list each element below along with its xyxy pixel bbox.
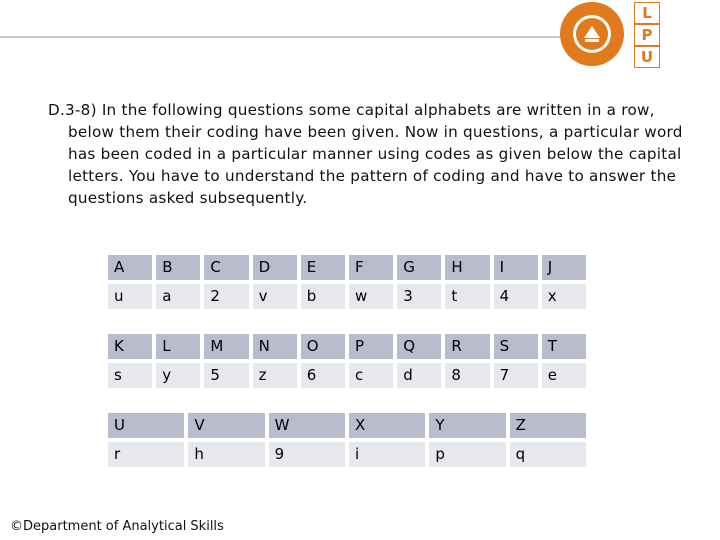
code-cell: 4 bbox=[494, 284, 538, 309]
code-cell: r bbox=[108, 442, 184, 467]
letter-cell: F bbox=[349, 255, 393, 280]
letter-cell: B bbox=[156, 255, 200, 280]
code-cell: 5 bbox=[204, 363, 248, 388]
letter-cell: T bbox=[542, 334, 586, 359]
letter-cell: G bbox=[397, 255, 441, 280]
code-table-a-to-j bbox=[108, 255, 586, 309]
footer-credit: ©Department of Analytical Skills bbox=[10, 519, 224, 534]
code-cell: 7 bbox=[494, 363, 538, 388]
code-cell: s bbox=[108, 363, 152, 388]
letter-cell: L bbox=[156, 334, 200, 359]
code-cell: y bbox=[156, 363, 200, 388]
logo-letter-p: P bbox=[634, 24, 660, 46]
code-cell: i bbox=[349, 442, 425, 467]
code-cell: v bbox=[253, 284, 297, 309]
code-cell: 9 bbox=[269, 442, 345, 467]
code-cell: 8 bbox=[445, 363, 489, 388]
letter-cell: K bbox=[108, 334, 152, 359]
university-seal-logo bbox=[558, 0, 626, 68]
code-cell: d bbox=[397, 363, 441, 388]
top-divider bbox=[0, 36, 560, 38]
logo-letter-l: L bbox=[634, 2, 660, 24]
letter-cell: D bbox=[253, 255, 297, 280]
letter-cell: M bbox=[204, 334, 248, 359]
code-cell: x bbox=[542, 284, 586, 309]
letter-cell: E bbox=[301, 255, 345, 280]
letter-cell: C bbox=[204, 255, 248, 280]
letter-cell: U bbox=[108, 413, 184, 438]
code-cell: 3 bbox=[397, 284, 441, 309]
letter-cell: A bbox=[108, 255, 152, 280]
letter-cell: Z bbox=[510, 413, 586, 438]
code-cell: e bbox=[542, 363, 586, 388]
letter-cell: N bbox=[253, 334, 297, 359]
letter-cell: I bbox=[494, 255, 538, 280]
letter-cell: P bbox=[349, 334, 393, 359]
code-cell: c bbox=[349, 363, 393, 388]
code-cell: b bbox=[301, 284, 345, 309]
letter-cell: S bbox=[494, 334, 538, 359]
letter-cell: R bbox=[445, 334, 489, 359]
code-cell: 6 bbox=[301, 363, 345, 388]
code-cell: p bbox=[429, 442, 505, 467]
code-cell: 2 bbox=[204, 284, 248, 309]
letter-cell: X bbox=[349, 413, 425, 438]
letter-cell: V bbox=[188, 413, 264, 438]
code-cell: a bbox=[156, 284, 200, 309]
question-text bbox=[48, 99, 688, 209]
code-cell: u bbox=[108, 284, 152, 309]
code-cell: z bbox=[253, 363, 297, 388]
letter-cell: Y bbox=[429, 413, 505, 438]
letter-cell: J bbox=[542, 255, 586, 280]
letter-cell: W bbox=[269, 413, 345, 438]
code-cell: t bbox=[445, 284, 489, 309]
code-table-k-to-t bbox=[108, 334, 586, 388]
letter-cell: O bbox=[301, 334, 345, 359]
letter-cell: Q bbox=[397, 334, 441, 359]
code-cell: w bbox=[349, 284, 393, 309]
code-cell: q bbox=[510, 442, 586, 467]
question-paragraph: D.3-8) In the following questions some capital alphabets are written in a row, below them their coding have been given. Now in questions, a particular word has been coded in a particular manner using codes as given below the capital letters. You have to understand the pattern of coding and have to answer the questions asked subsequently. bbox=[48, 101, 683, 207]
code-cell: h bbox=[188, 442, 264, 467]
letter-cell: H bbox=[445, 255, 489, 280]
code-table-u-to-z bbox=[108, 413, 586, 467]
logo-letter-u: U bbox=[634, 46, 660, 68]
